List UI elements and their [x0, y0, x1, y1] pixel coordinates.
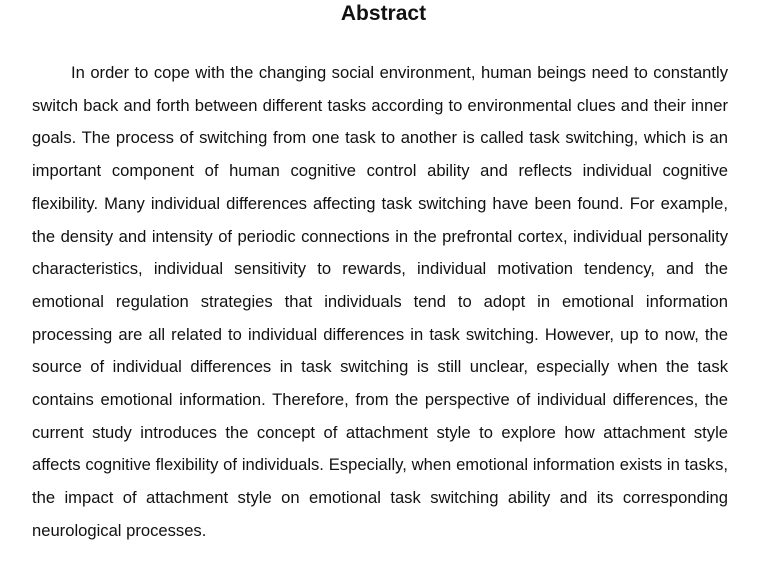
abstract-heading: Abstract	[340, 2, 427, 25]
abstract-paragraph: In order to cope with the changing social environment, human beings need to constantly switch back and forth between different tasks according to environmental clues and their inner goals. The process of switching from one task to another is called task switching, which is an important component of human cognitive control ability and reflects individual cognitive flexibility. Many individual differences affecting task switching have been found. For example, the density and intensity of periodic connections in the prefrontal cortex, individual personality characteristics, individual sensitivity to rewards, individual motivation tendency, and the emotional regulation strategies that individuals tend to adopt in emotional information processing are all related to individual differences in task switching. However, up to now, the source of individual differences in task switching is still unclear, especially when the task contains emotional information. Therefore, from the perspective of individual differences, the current study introduces the concept of attachment style to explore how attachment style affects cognitive flexibility of individuals. Especially, when emotional information exists in tasks, the impact of attachment style on emotional task switching ability and its corresponding neurological processes.	[32, 63, 728, 540]
